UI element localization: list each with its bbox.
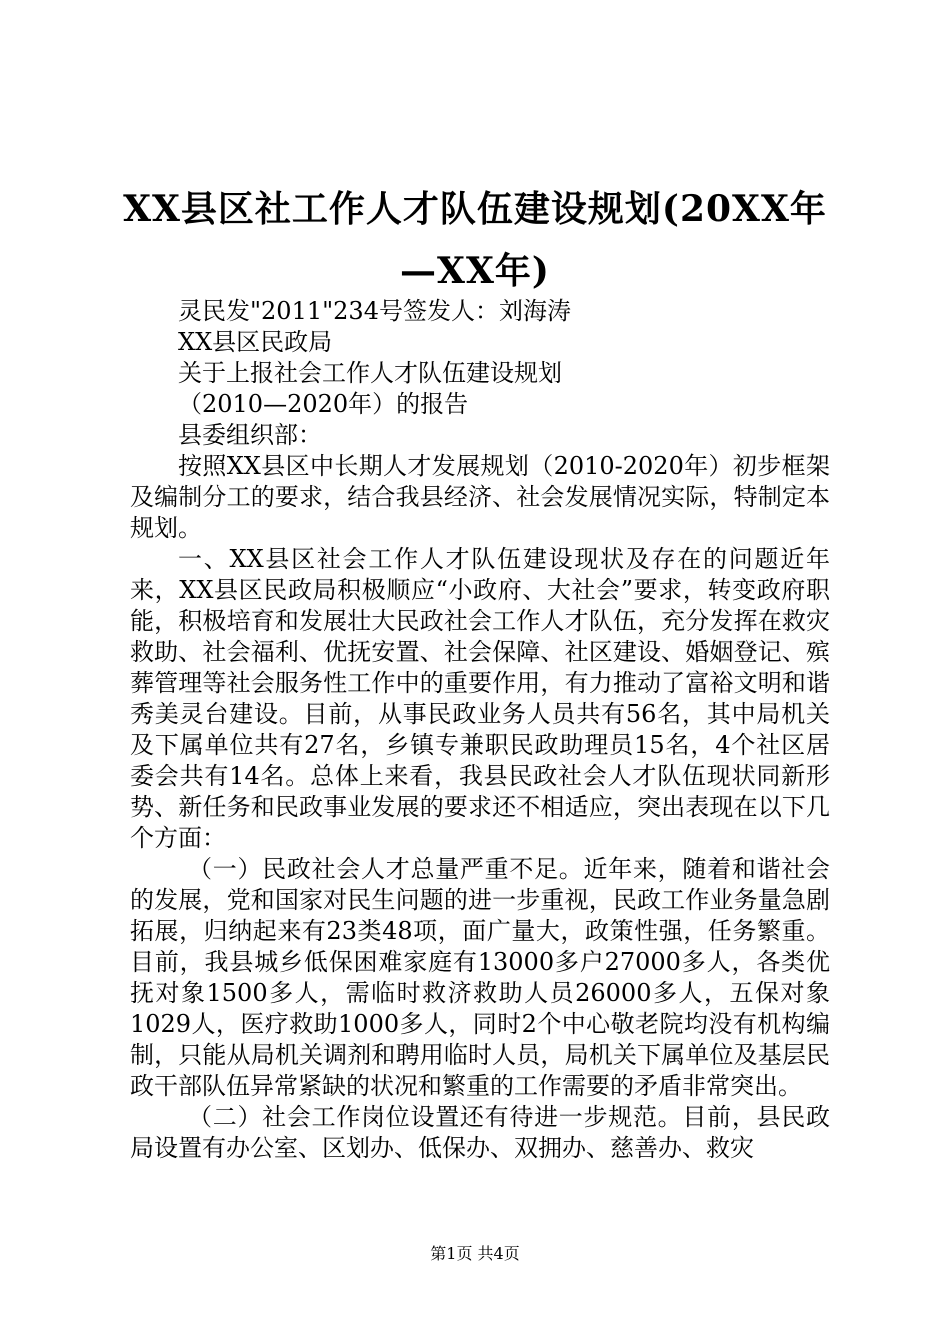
meta-line-subject-period: （2010—2020年）的报告 — [178, 390, 469, 418]
paragraph-section-one: 一、XX县区社会工作人才队伍建设现状及存在的问题近年来，XX县区民政局积极顺应“小政府、大社会”要求，转变政府职能，积极培育和发展壮大民政社会工作人才队伍，充分发挥在救灾救助、社会福利、优抚安置、社会保障、社区建设、婚姻登记、殡葬管理等社会服务性工作中的重要作用，有力推动了富裕文明和谐秀美灵台建设。目前，从事民政业务人员共有56名，其中局机关及下属单位共有27名，乡镇专兼职民政助理员15名，4个社区居委会共有14名。总体上来看，我县民政社会人才队伍现状同新形势、新任务和民政事业发展的要求还不相适应，突出表现在以下几个方面： — [130, 545, 830, 852]
meta-line-issuer: XX县区民政局 — [178, 328, 333, 356]
document-title: XX县区社工作人才队伍建设规划(20XX年—XX年) — [123, 188, 827, 292]
page-number-footer: 第1页 共4页 — [430, 1244, 520, 1263]
paragraph-point-one: （一）民政社会人才总量严重不足。近年来，随着和谐社会的发展，党和国家对民生问题的进一步重视，民政工作业务量急剧拓展，归纳起来有23类48项，面广量大，政策性强，任务繁重。目前，我县城乡低保困难家庭有13000多户27000多人，各类优抚对象1500多人，需临时救济救助人员26000多人，五保对象1029人，医疗救助1000多人，同时2个中心敬老院均没有机构编制，只能从局机关调剂和聘用临时人员，局机关下属单位及基层民政干部队伍异常紧缺的状况和繁重的工作需要的矛盾非常突出。 — [130, 855, 830, 1100]
meta-line-document-number: 灵民发"2011"234号签发人：刘海涛 — [178, 297, 571, 325]
document-body — [130, 296, 830, 1164]
paragraph-point-two: （二）社会工作岗位设置还有待进一步规范。目前，县民政局设置有办公室、区划办、低保办、双拥办、慈善办、救灾 — [130, 1103, 830, 1162]
paragraph-intro: 按照XX县区中长期人才发展规划（2010-2020年）初步框架及编制分工的要求，结合我县经济、社会发展情况实际，特制定本规划。 — [130, 452, 830, 542]
meta-line-recipient: 县委组织部： — [178, 421, 322, 449]
meta-line-subject: 关于上报社会工作人才队伍建设规划 — [178, 359, 562, 387]
